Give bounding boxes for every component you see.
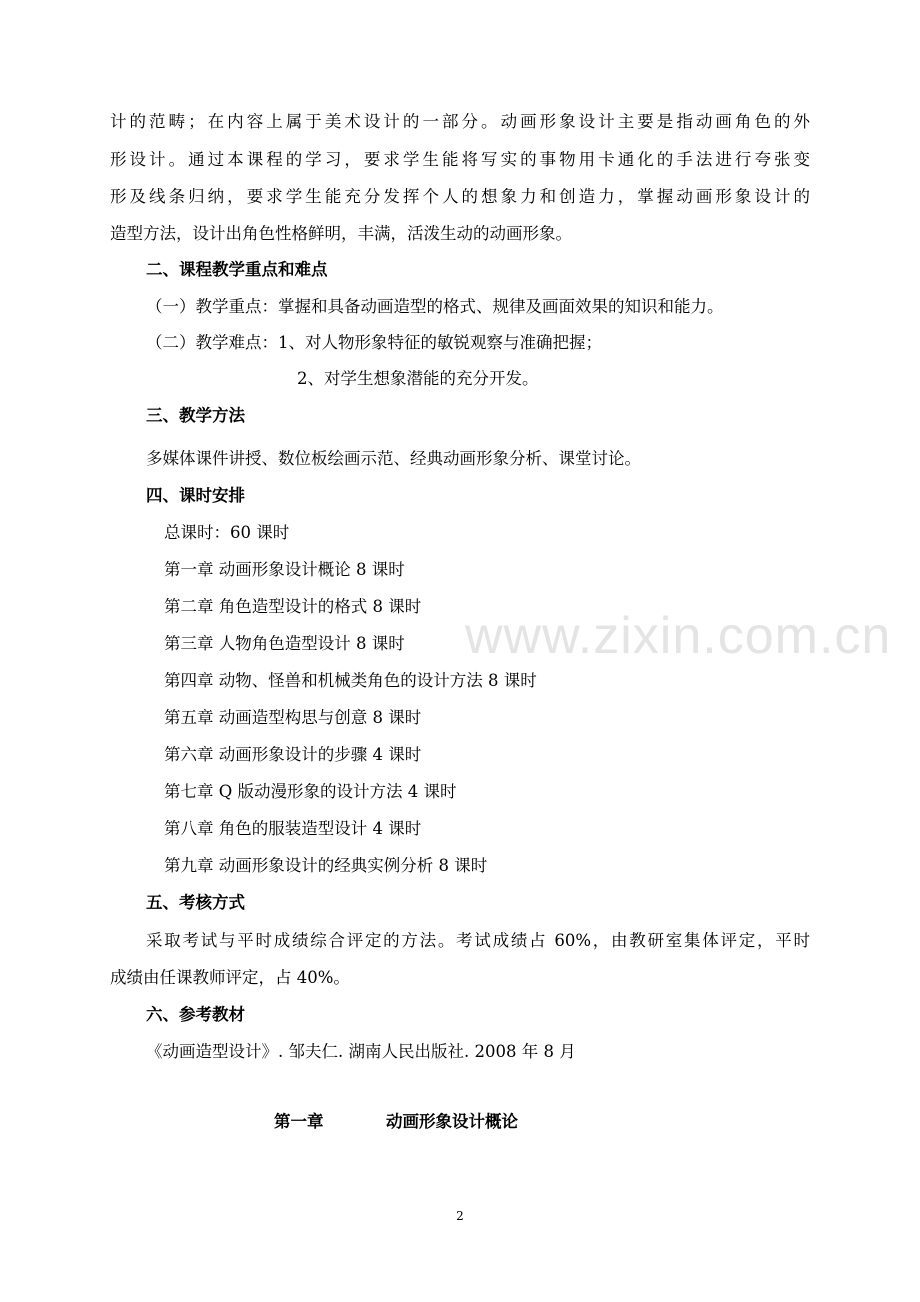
- section-heading-key-difficult: 二、课程教学重点和难点: [146, 260, 328, 279]
- assessment-line-1: 采取考试与平时成绩综合评定的方法。考试成绩占 60%，由教研室集体评定，平时: [146, 931, 810, 950]
- intro-line-1: 计的范畴；在内容上属于美术设计的一部分。动画形象设计主要是指动画角色的外: [110, 112, 810, 131]
- intro-line-2: 形设计。通过本课程的学习，要求学生能将写实的事物用卡通化的手法进行夸张变: [110, 150, 810, 169]
- page-number: 2: [456, 1209, 464, 1223]
- chapter-hours-6: 第六章 动画形象设计的步骤 4 课时: [164, 745, 422, 764]
- assessment-line-2: 成绩由任课教师评定，占 40%。: [110, 968, 350, 987]
- intro-line-3: 形及线条归纳，要求学生能充分发挥个人的想象力和创造力，掌握动画形象设计的: [110, 187, 810, 206]
- chapter-hours-9: 第九章 动画形象设计的经典实例分析 8 课时: [164, 856, 488, 875]
- methods-text: 多媒体课件讲授、数位板绘画示范、经典动画形象分析、课堂讨论。: [146, 449, 641, 468]
- watermark: www.zixin.com.cn: [465, 607, 892, 665]
- intro-line-4: 造型方法，设计出角色性格鲜明，丰满，活泼生动的动画形象。: [110, 224, 572, 243]
- section-heading-references: 六、参考教材: [146, 1005, 245, 1024]
- section-heading-assessment: 五、考核方式: [146, 893, 245, 912]
- difficulty-text-1: （二）教学难点：1、对人物形象特征的敏锐观察与准确把握；: [146, 333, 602, 352]
- key-points-text: （一）教学重点：掌握和具备动画造型的格式、规律及画面效果的知识和能力。: [146, 297, 724, 316]
- section-heading-schedule: 四、课时安排: [146, 486, 245, 505]
- section-heading-methods: 三、教学方法: [146, 406, 245, 425]
- chapter-hours-7: 第七章 Q 版动漫形象的设计方法 4 课时: [164, 782, 457, 801]
- chapter-hours-2: 第二章 角色造型设计的格式 8 课时: [164, 597, 422, 616]
- chapter-hours-1: 第一章 动画形象设计概论 8 课时: [164, 560, 405, 579]
- chapter-hours-3: 第三章 人物角色造型设计 8 课时: [164, 634, 405, 653]
- chapter-hours-4: 第四章 动物、怪兽和机械类角色的设计方法 8 课时: [164, 671, 537, 690]
- chapter-hours-5: 第五章 动画造型构思与创意 8 课时: [164, 708, 422, 727]
- difficulty-text-2: 2、对学生想象潜能的充分开发。: [297, 369, 539, 388]
- chapter-title: 动画形象设计概论: [386, 1112, 518, 1131]
- chapter-hours-8: 第八章 角色的服装造型设计 4 课时: [164, 819, 422, 838]
- total-hours: 总课时：60 课时: [164, 523, 290, 542]
- reference-text: 《动画造型设计》. 邹夫仁. 湖南人民出版社. 2008 年 8 月: [146, 1042, 576, 1061]
- chapter-number: 第一章: [274, 1112, 324, 1131]
